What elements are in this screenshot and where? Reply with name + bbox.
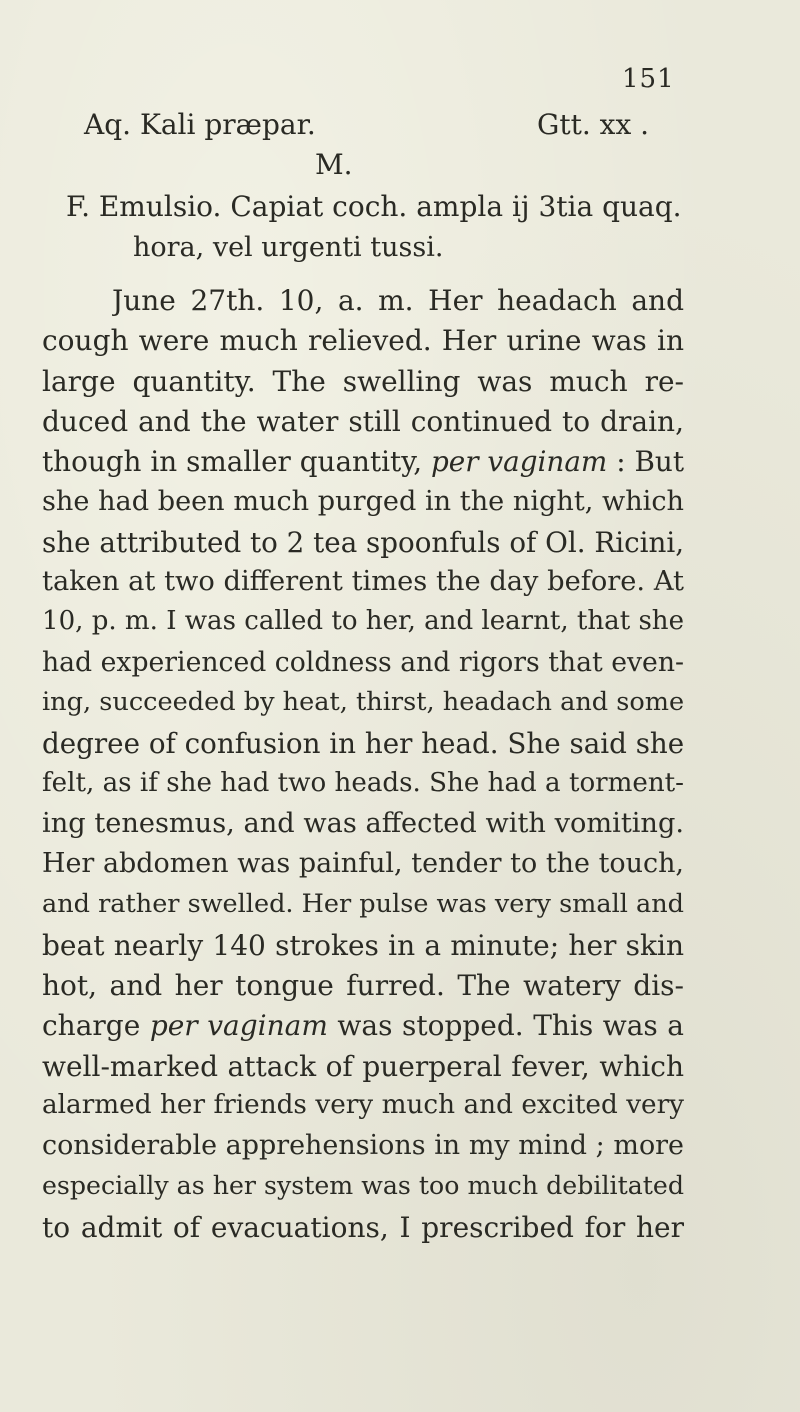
text-line: duced and the water still continued to drain, [42, 404, 684, 438]
text-line: 10, p. m. I was called to her, and learnt, that she [42, 606, 684, 637]
text-run: though in smaller quantity, [42, 445, 431, 479]
prescription-form-line-2: hora, vel urgenti tussi. [133, 232, 444, 263]
prescription-dose: Gtt. xx . [537, 108, 650, 141]
prescription-ingredient: Aq. Kali præpar. [84, 108, 316, 141]
italic-text-run: per vaginam [430, 445, 608, 479]
text-line: large quantity. The swelling was much re- [42, 364, 684, 398]
text-line: taken at two different times the day before. At [42, 566, 684, 598]
text-line: June 27th. 10, a. m. Her headach and [112, 284, 684, 317]
text-line: had experienced coldness and rigors that even- [42, 646, 684, 678]
text-line [42, 1009, 684, 1042]
text-line: ing, succeeded by heat, thirst, headach and some [42, 687, 684, 717]
text-line: well-marked attack of puerperal fever, which [42, 1049, 684, 1083]
text-line: hot, and her tongue furred. The watery dis- [42, 969, 684, 1003]
text-run: charge [42, 1009, 150, 1043]
text-line: felt, as if she had two heads. She had a torment- [42, 767, 684, 798]
text-line: she had been much purged in the night, which [42, 485, 684, 517]
text-line: and rather swelled. Her pulse was very small and [42, 888, 684, 919]
text-line: considerable apprehensions in my mind ; more [42, 1130, 684, 1162]
text-line: alarmed her friends very much and excited very [42, 1090, 684, 1120]
prescription-sign: M. [315, 148, 353, 181]
text-line: she attributed to 2 tea spoonfuls of Ol. Ricini, [42, 525, 684, 559]
prescription-form-line-1: F. Emulsio. Capiat coch. ampla ij 3tia quaq. [66, 190, 682, 223]
text-line: to admit of evacuations, I prescribed for her [42, 1210, 684, 1244]
text-run: : But [607, 445, 684, 479]
italic-text-run: per vaginam [149, 1009, 328, 1043]
page-number: 151 [622, 64, 675, 94]
text-line: beat nearly 140 strokes in a minute; her skin [42, 928, 684, 962]
text-line [42, 445, 684, 478]
text-run: was stopped. This was a [327, 1009, 684, 1043]
text-line: cough were much relieved. Her urine was in [42, 324, 684, 358]
text-line: especially as her system was too much debilitated [42, 1170, 684, 1200]
text-line: Her abdomen was painful, tender to the touch, [42, 848, 684, 880]
text-line: degree of confusion in her head. She said she [42, 727, 684, 761]
text-line: ing tenesmus, and was affected with vomiting. [42, 807, 684, 839]
